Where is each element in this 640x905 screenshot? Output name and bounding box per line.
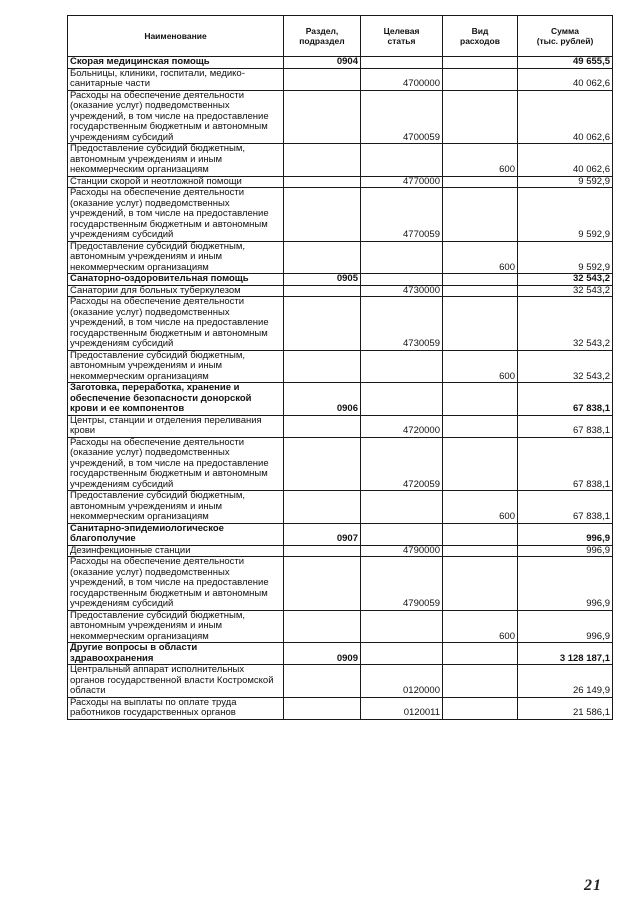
row-section-cell (284, 241, 361, 274)
table-row (68, 610, 613, 643)
budget-table (67, 15, 613, 720)
row-article-cell: 0120011 (361, 697, 443, 719)
row-sum-cell: 67 838,1 (518, 415, 613, 437)
row-article-cell (361, 57, 443, 69)
row-sum-cell: 996,9 (518, 610, 613, 643)
row-name-cell: Расходы на обеспечение деятельности (оказание услуг) подведомственных учреждений, в том числе на предоставление государственным бюджетным и автономным учреждениям субсидий (68, 297, 284, 351)
table-row (68, 144, 613, 177)
row-sum-cell: 40 062,6 (518, 144, 613, 177)
table-row (68, 241, 613, 274)
row-sum-cell: 32 543,2 (518, 350, 613, 383)
row-sum-cell: 32 543,2 (518, 274, 613, 286)
row-name-cell: Расходы на обеспечение деятельности (оказание услуг) подведомственных учреждений, в том числе на предоставление государственным бюджетным и автономным учреждениям субсидий (68, 188, 284, 242)
table-row (68, 176, 613, 188)
row-sum-cell: 67 838,1 (518, 383, 613, 416)
row-name-cell: Дезинфекционные станции (68, 545, 284, 557)
row-article-cell: 4770000 (361, 176, 443, 188)
row-sum-cell: 9 592,9 (518, 176, 613, 188)
table-row (68, 68, 613, 90)
row-expense-cell (443, 557, 518, 611)
row-expense-cell (443, 274, 518, 286)
row-article-cell (361, 643, 443, 665)
row-section-cell: 0906 (284, 383, 361, 416)
row-expense-cell (443, 57, 518, 69)
row-sum-cell: 67 838,1 (518, 437, 613, 491)
table-row (68, 415, 613, 437)
page-number-handwritten: 21 (584, 877, 602, 894)
row-name-cell: Расходы на обеспечение деятельности (оказание услуг) подведомственных учреждений, в том числе на предоставление государственным бюджетным и автономным учреждениям субсидий (68, 437, 284, 491)
row-expense-cell (443, 68, 518, 90)
table-row (68, 297, 613, 351)
row-sum-cell: 40 062,6 (518, 90, 613, 144)
table-row (68, 643, 613, 665)
row-expense-cell (443, 297, 518, 351)
row-name-cell: Расходы на обеспечение деятельности (оказание услуг) подведомственных учреждений, в том числе на предоставление государственным бюджетным и автономным учреждениям субсидий (68, 557, 284, 611)
row-section-cell (284, 90, 361, 144)
row-name-cell: Скорая медицинская помощь (68, 57, 284, 69)
table-row (68, 545, 613, 557)
row-article-cell (361, 274, 443, 286)
row-expense-cell (443, 523, 518, 545)
row-expense-cell (443, 545, 518, 557)
row-name-cell: Санатории для больных туберкулезом (68, 285, 284, 297)
row-expense-cell: 600 (443, 350, 518, 383)
row-article-cell: 4700059 (361, 90, 443, 144)
row-name-cell: Больницы, клиники, госпитали, медико-санитарные части (68, 68, 284, 90)
row-section-cell (284, 144, 361, 177)
row-section-cell (284, 545, 361, 557)
table-row (68, 697, 613, 719)
row-name-cell: Предоставление субсидий бюджетным, автономным учреждениям и иным некоммерческим организациям (68, 491, 284, 524)
row-name-cell: Предоставление субсидий бюджетным, автономным учреждениям и иным некоммерческим организациям (68, 350, 284, 383)
row-expense-cell: 600 (443, 241, 518, 274)
row-name-cell: Предоставление субсидий бюджетным, автономным учреждениям и иным некоммерческим организациям (68, 610, 284, 643)
row-section-cell (284, 437, 361, 491)
row-section-cell (284, 297, 361, 351)
row-expense-cell (443, 643, 518, 665)
row-expense-cell (443, 188, 518, 242)
header-section: Раздел, подраздел (284, 16, 361, 57)
row-article-cell (361, 383, 443, 416)
row-name-cell: Санаторно-оздоровительная помощь (68, 274, 284, 286)
row-name-cell: Станции скорой и неотложной помощи (68, 176, 284, 188)
row-article-cell (361, 241, 443, 274)
row-section-cell (284, 697, 361, 719)
row-sum-cell: 9 592,9 (518, 188, 613, 242)
row-sum-cell: 996,9 (518, 523, 613, 545)
row-section-cell: 0905 (284, 274, 361, 286)
row-sum-cell: 996,9 (518, 545, 613, 557)
row-sum-cell: 996,9 (518, 557, 613, 611)
row-article-cell: 4770059 (361, 188, 443, 242)
row-section-cell: 0909 (284, 643, 361, 665)
table-row (68, 57, 613, 69)
row-section-cell (284, 415, 361, 437)
table-row (68, 90, 613, 144)
row-name-cell: Расходы на обеспечение деятельности (оказание услуг) подведомственных учреждений, в том числе на предоставление государственным бюджетным и автономным учреждениям субсидий (68, 90, 284, 144)
row-article-cell (361, 350, 443, 383)
header-sum: Сумма (тыс. рублей) (518, 16, 613, 57)
row-article-cell (361, 491, 443, 524)
row-section-cell: 0904 (284, 57, 361, 69)
table-row (68, 557, 613, 611)
row-expense-cell: 600 (443, 144, 518, 177)
row-expense-cell: 600 (443, 610, 518, 643)
row-expense-cell (443, 437, 518, 491)
row-sum-cell: 32 543,2 (518, 285, 613, 297)
row-article-cell: 4720059 (361, 437, 443, 491)
row-section-cell (284, 176, 361, 188)
row-article-cell: 4700000 (361, 68, 443, 90)
row-name-cell: Расходы на выплаты по оплате труда работников государственных органов (68, 697, 284, 719)
row-article-cell (361, 144, 443, 177)
row-article-cell (361, 610, 443, 643)
table-body (68, 57, 613, 720)
table-header-row (68, 16, 613, 57)
row-name-cell: Центральный аппарат исполнительных органов государственной власти Костромской области (68, 665, 284, 698)
row-sum-cell: 49 655,5 (518, 57, 613, 69)
row-sum-cell: 32 543,2 (518, 297, 613, 351)
header-name: Наименование (68, 16, 284, 57)
row-name-cell: Предоставление субсидий бюджетным, автономным учреждениям и иным некоммерческим организациям (68, 241, 284, 274)
table-row (68, 383, 613, 416)
row-article-cell: 4720000 (361, 415, 443, 437)
table-row (68, 491, 613, 524)
row-article-cell: 4730059 (361, 297, 443, 351)
row-section-cell (284, 68, 361, 90)
row-name-cell: Заготовка, переработка, хранение и обеспечение безопасности донорской крови и ее компонентов (68, 383, 284, 416)
row-name-cell: Предоставление субсидий бюджетным, автономным учреждениям и иным некоммерческим организациям (68, 144, 284, 177)
table-row (68, 285, 613, 297)
row-name-cell: Санитарно-эпидемиологическое благополучие (68, 523, 284, 545)
header-expense: Вид расходов (443, 16, 518, 57)
row-sum-cell: 21 586,1 (518, 697, 613, 719)
row-expense-cell (443, 285, 518, 297)
table-row (68, 665, 613, 698)
row-section-cell (284, 610, 361, 643)
row-article-cell (361, 523, 443, 545)
row-name-cell: Другие вопросы в области здравоохранения (68, 643, 284, 665)
row-article-cell: 4790059 (361, 557, 443, 611)
row-section-cell (284, 557, 361, 611)
row-article-cell: 4790000 (361, 545, 443, 557)
row-expense-cell (443, 176, 518, 188)
row-expense-cell (443, 415, 518, 437)
row-expense-cell (443, 665, 518, 698)
table-row (68, 188, 613, 242)
row-section-cell (284, 285, 361, 297)
table-row (68, 437, 613, 491)
row-sum-cell: 3 128 187,1 (518, 643, 613, 665)
row-article-cell: 4730000 (361, 285, 443, 297)
row-article-cell: 0120000 (361, 665, 443, 698)
row-section-cell: 0907 (284, 523, 361, 545)
table-row (68, 350, 613, 383)
row-name-cell: Центры, станции и отделения переливания крови (68, 415, 284, 437)
row-section-cell (284, 188, 361, 242)
row-expense-cell (443, 383, 518, 416)
row-section-cell (284, 350, 361, 383)
header-article: Целевая статья (361, 16, 443, 57)
row-expense-cell: 600 (443, 491, 518, 524)
row-sum-cell: 67 838,1 (518, 491, 613, 524)
row-section-cell (284, 665, 361, 698)
row-sum-cell: 40 062,6 (518, 68, 613, 90)
row-sum-cell: 9 592,9 (518, 241, 613, 274)
row-expense-cell (443, 90, 518, 144)
row-section-cell (284, 491, 361, 524)
table-row (68, 523, 613, 545)
row-expense-cell (443, 697, 518, 719)
table-row (68, 274, 613, 286)
row-sum-cell: 26 149,9 (518, 665, 613, 698)
